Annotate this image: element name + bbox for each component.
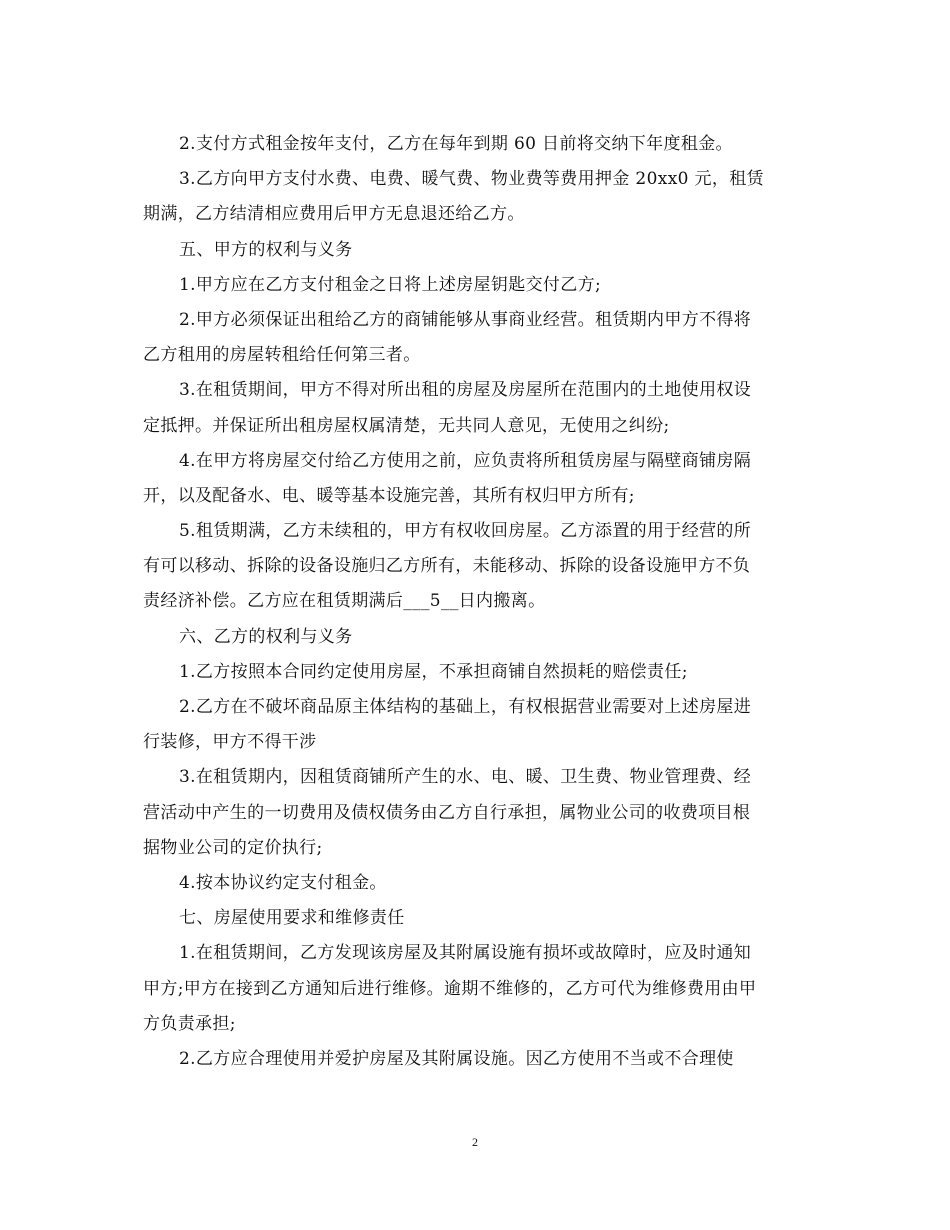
paragraph-line: 方负责承担; bbox=[143, 1013, 236, 1034]
paragraph-line: 据物业公司的定价执行; bbox=[143, 837, 323, 858]
paragraph-line: 4.按本协议约定支付租金。 bbox=[179, 872, 387, 893]
section-heading: 五、甲方的权利与义务 bbox=[179, 239, 353, 260]
paragraph-line: 期满，乙方结清相应费用后甲方无息退还给乙方。 bbox=[143, 204, 525, 225]
paragraph-line: 责经济补偿。乙方应在租赁期满后___5__日内搬离。 bbox=[143, 591, 546, 612]
paragraph-line: 2.支付方式租金按年支付，乙方在每年到期 60 日前将交纳下年度租金。 bbox=[179, 134, 733, 154]
paragraph-line: 2.甲方必须保证出租给乙方的商铺能够从事商业经营。租赁期内甲方不得将 bbox=[179, 309, 752, 330]
paragraph-line: 3.在租赁期内，因租赁商铺所产生的水、电、暖、卫生费、物业管理费、经 bbox=[179, 767, 752, 788]
document-body bbox=[143, 127, 808, 1077]
paragraph-line: 3.乙方向甲方支付水费、电费、暖气费、物业费等费用押金 20xx0 元，租赁 bbox=[179, 169, 764, 190]
paragraph-line: 1.乙方按照本合同约定使用房屋，不承担商铺自然损耗的赔偿责任; bbox=[179, 661, 688, 682]
page-number: 2 bbox=[472, 1135, 478, 1149]
paragraph-line: 2.乙方在不破坏商品原主体结构的基础上，有权根据营业需要对上述房屋进 bbox=[179, 697, 752, 717]
paragraph-line: 乙方租用的房屋转租给任何第三者。 bbox=[143, 345, 421, 366]
paragraph-line: 3.在租赁期间，甲方不得对所出租的房屋及房屋所在范围内的土地使用权设 bbox=[179, 380, 752, 401]
section-heading: 七、房屋使用要求和维修责任 bbox=[179, 908, 405, 929]
section-heading: 六、乙方的权利与义务 bbox=[179, 626, 353, 647]
paragraph-line: 5.租赁期满，乙方未续租的，甲方有权收回房屋。乙方添置的用于经营的所 bbox=[179, 521, 752, 542]
paragraph-line: 4.在甲方将房屋交付给乙方使用之前，应负责将所租赁房屋与隔壁商铺房隔 bbox=[179, 450, 752, 471]
paragraph-line: 甲方;甲方在接到乙方通知后进行维修。逾期不维修的，乙方可代为维修费用由甲 bbox=[143, 978, 757, 999]
paragraph-line: 1.甲方应在乙方支付租金之日将上述房屋钥匙交付乙方; bbox=[179, 274, 602, 295]
paragraph-line: 营活动中产生的一切费用及债权债务由乙方自行承担，属物业公司的收费项目根 bbox=[143, 802, 751, 823]
paragraph-line: 行装修，甲方不得干涉 bbox=[143, 732, 317, 753]
paragraph-line: 1.在租赁期间，乙方发现该房屋及其附属设施有损坏或故障时，应及时通知 bbox=[179, 943, 752, 964]
paragraph-line: 有可以移动、拆除的设备设施归乙方所有，未能移动、拆除的设备设施甲方不负 bbox=[143, 556, 751, 577]
paragraph-line: 定抵押。并保证所出租房屋权属清楚，无共同人意见，无使用之纠纷; bbox=[143, 415, 670, 436]
paragraph-line: 2.乙方应合理使用并爱护房屋及其附属设施。因乙方使用不当或不合理使 bbox=[179, 1048, 734, 1069]
paragraph-line: 开，以及配备水、电、暖等基本设施完善，其所有权归甲方所有; bbox=[143, 485, 635, 506]
